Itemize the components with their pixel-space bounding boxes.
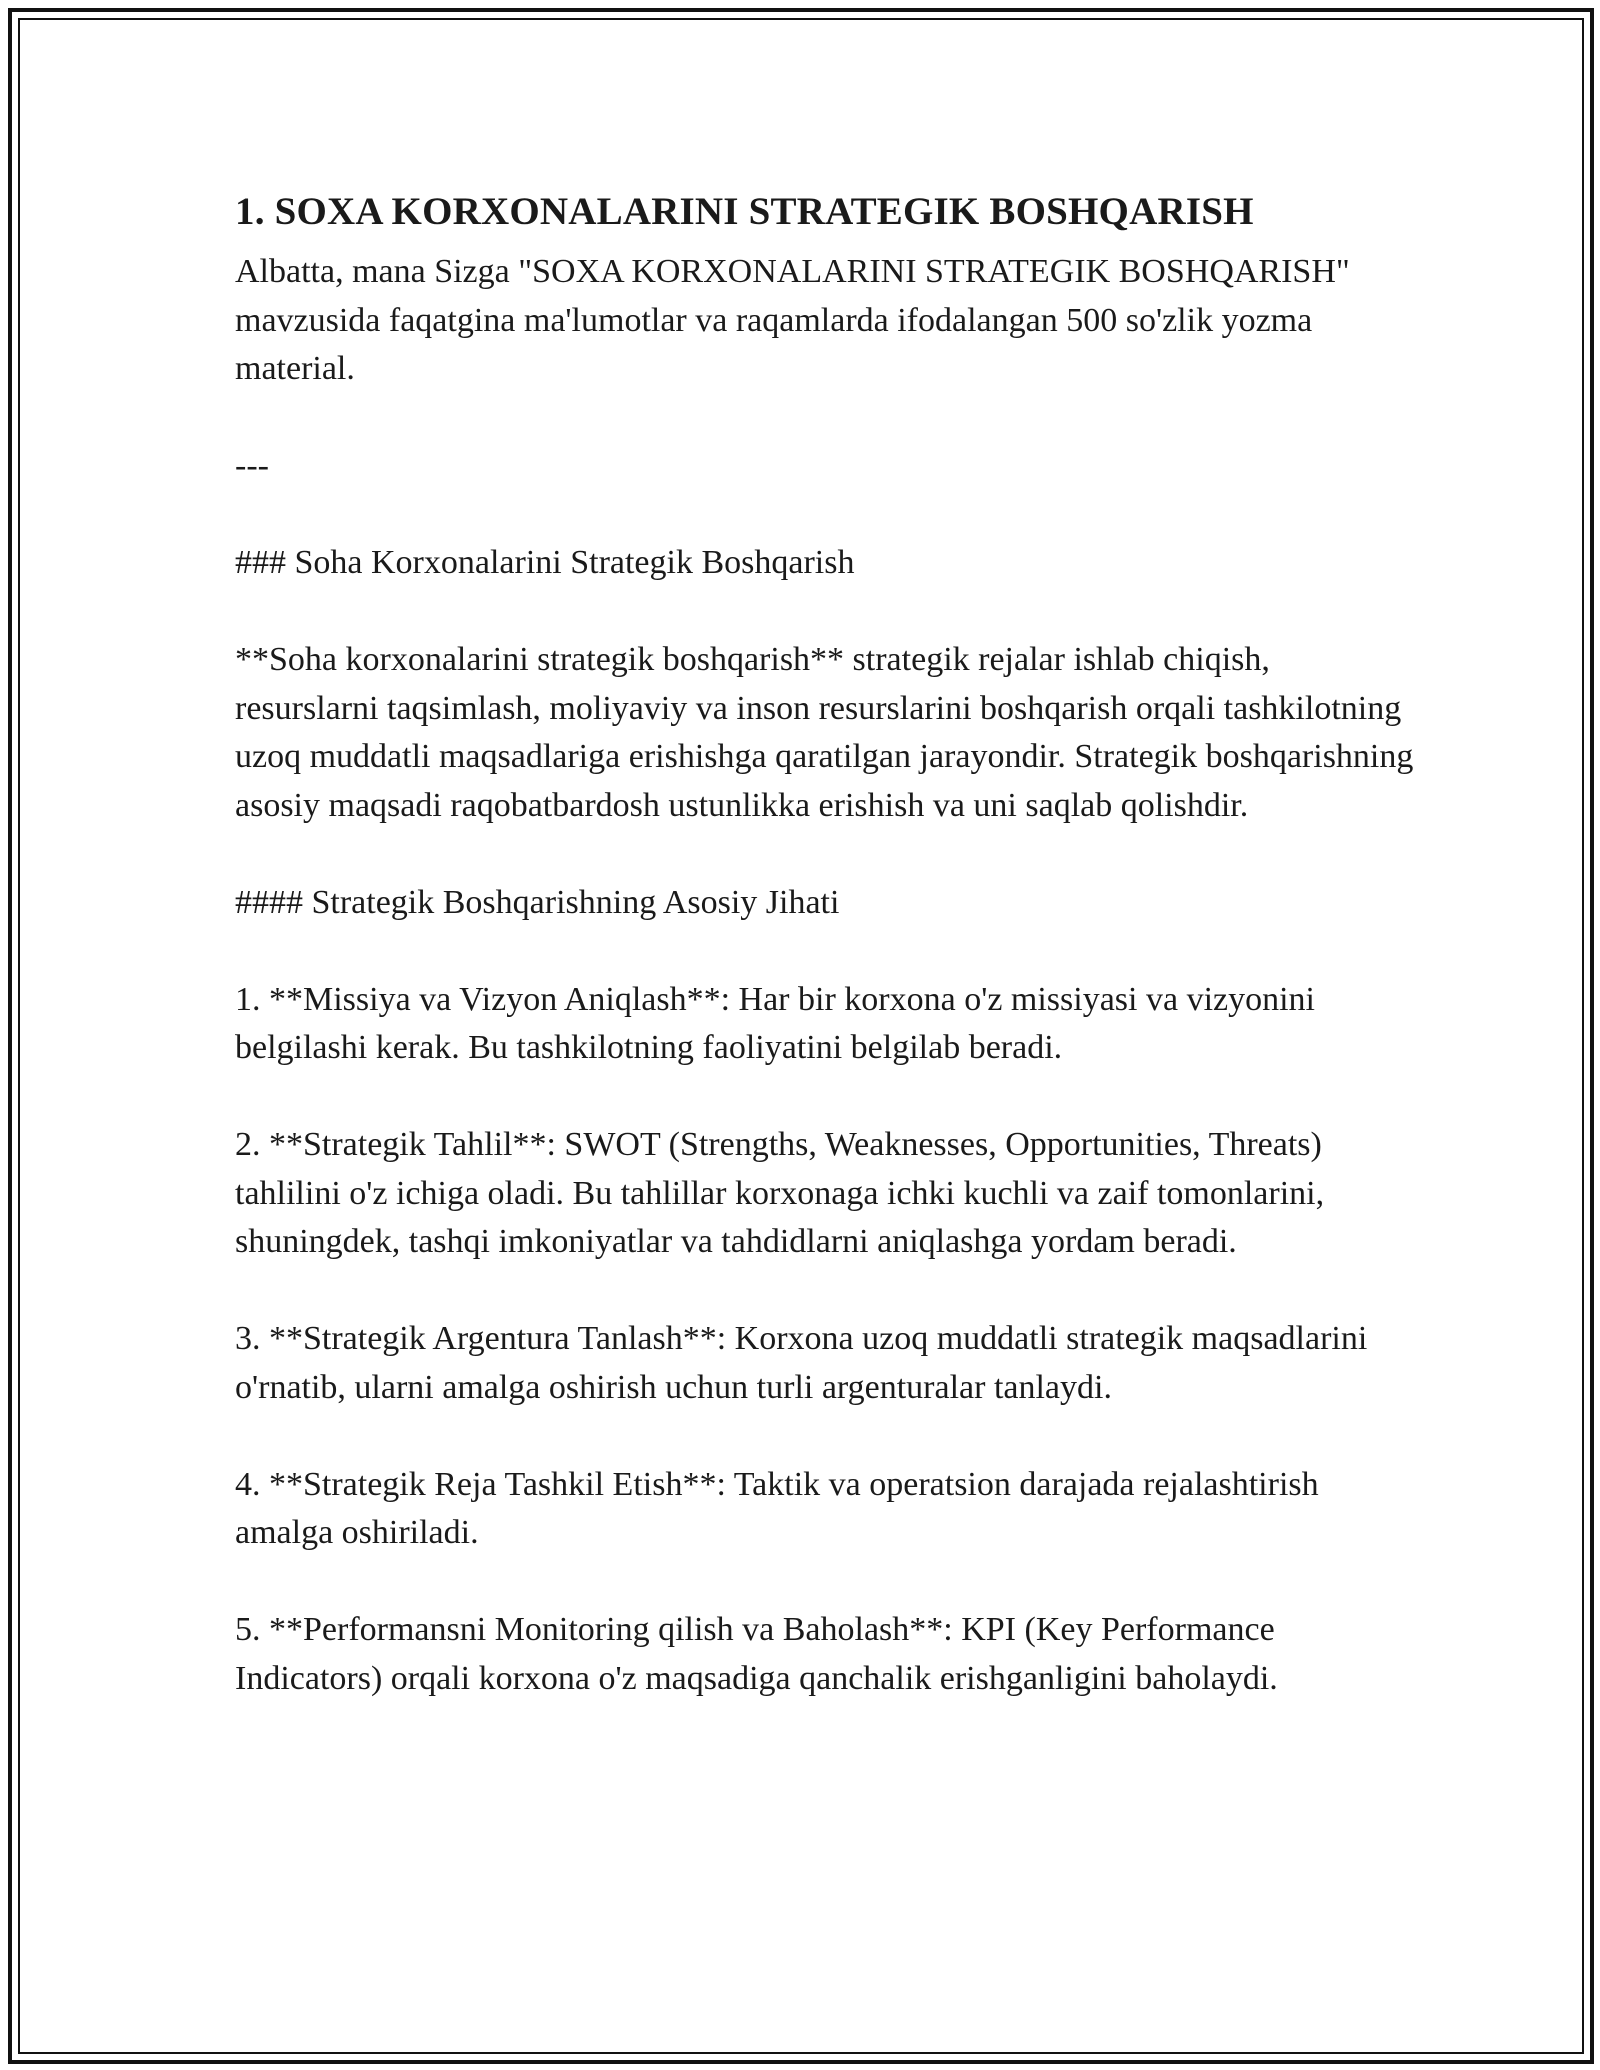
section-heading: ### Soha Korxonalarini Strategik Boshqarish [235, 544, 855, 581]
list-item-4: 4. **Strategik Reja Tashkil Etish**: Taktik va operatsion darajada rejalashtirish amalga oshiriladi. [235, 1465, 1319, 1551]
subsection-heading: #### Strategik Boshqarishning Asosiy Jihati [235, 883, 840, 921]
separator-line: --- [235, 447, 269, 484]
list-item-5: 5. **Performansni Monitoring qilish va Baholash**: KPI (Key Performance Indicators) orqali korxona o'z maqsadiga qanchalik erishganligini baholaydi. [235, 1611, 1278, 1697]
definition-paragraph: **Soha korxonalarini strategik boshqarish** strategik rejalar ishlab chiqish, resurslarni taqsimlash, moliyaviy va inson resurslarini boshqarish orqali tashkilotning uzoq muddatli maqsadlariga erishishga qaratilgan jarayondir. Strategik boshqarishning asosiy maqsadi raqobatbardosh ustunlikka erishish va uni saqlab qolishdir. [235, 641, 1414, 824]
list-item-3: 3. **Strategik Argentura Tanlash**: Korxona uzoq muddatli strategik maqsadlarini o'rnatib, ularni amalga oshirish uchun turli argenturalar tanlaydi. [235, 1320, 1368, 1406]
list-item-1: 1. **Missiya va Vizyon Aniqlash**: Har bir korxona o'z missiyasi va vizyonini belgilashi kerak. Bu tashkilotning faoliyatini belgilab beradi. [235, 980, 1315, 1066]
intro-paragraph: Albatta, mana Sizga "SOXA KORXONALARINI STRATEGIK BOSHQARISH" mavzusida faqatgina ma'lumotlar va raqamlarda ifodalangan 500 so'zlik yozma material. [235, 253, 1350, 387]
list-item-2: 2. **Strategik Tahlil**: SWOT (Strengths, Weaknesses, Opportunities, Threats) tahlilini o'z ichiga oladi. Bu tahlillar korxonaga ichki kuchli va zaif tomonlarini, shuningdek, tashqi imkoniyatlar va tahdidlarni aniqlashga yordam beradi. [235, 1126, 1325, 1260]
document-body [235, 182, 1415, 1752]
document-title: 1. SOXA KORXONALARINI STRATEGIK BOSHQARISH [235, 190, 1254, 233]
